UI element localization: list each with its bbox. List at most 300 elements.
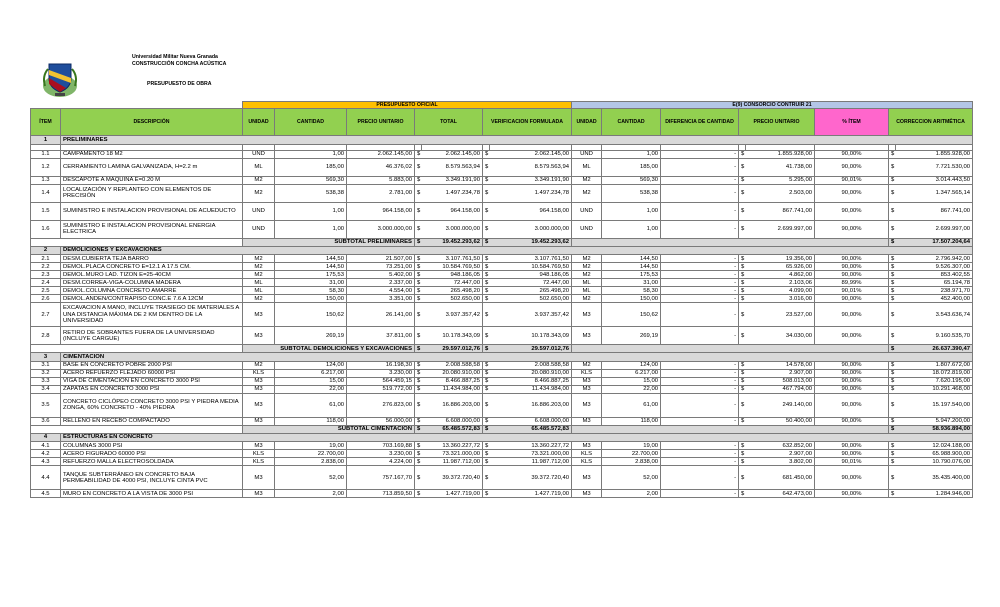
item-unit-price-2: 1.855.928,00	[746, 150, 815, 158]
item-total: 16.886.203,00	[422, 393, 483, 417]
item-percentage: 90,00%	[815, 393, 889, 417]
item-total: 10.178.343,09	[422, 327, 483, 345]
item-correction: 1.807.672,00	[896, 361, 973, 369]
item-unit-price-2: 19.356,00	[746, 255, 815, 263]
item-unit-2: ML	[572, 279, 602, 287]
item-correction: 452.400,00	[896, 295, 973, 303]
currency-symbol: $	[483, 279, 490, 287]
item-description: BASE EN CONCRETO POBRE 2000 PSI	[61, 361, 243, 369]
subtotal-label: SUBTOTAL DEMOLICIONES Y EXCAVACIONES	[243, 345, 415, 353]
currency-symbol: $	[889, 158, 896, 176]
item-description: DEMOL.MURO LAD. TIZON E=25-40CM	[61, 271, 243, 279]
currency-symbol: $	[889, 279, 896, 287]
item-quantity: 52,00	[275, 466, 347, 490]
item-unit-price: 4.554,00	[347, 287, 415, 295]
item-unit-2: M3	[572, 385, 602, 393]
table-row	[31, 361, 973, 369]
subtotal-label: SUBTOTAL CIMENTACION	[243, 425, 415, 433]
currency-symbol: $	[415, 327, 422, 345]
currency-symbol: $	[415, 220, 422, 238]
currency-symbol: $	[415, 158, 422, 176]
item-description: COLUMNAS 3000 PSI	[61, 442, 243, 450]
currency-symbol: $	[415, 490, 422, 498]
table-row	[31, 377, 973, 385]
empty-cell	[31, 345, 243, 353]
item-unit-price: 2.781,00	[347, 184, 415, 202]
item-unit-price-2: 681.450,00	[746, 466, 815, 490]
item-unit-2: M2	[572, 255, 602, 263]
item-quantity-2: 118,00	[602, 417, 661, 425]
item-verification: 3.937.357,42	[490, 303, 572, 327]
currency-symbol: $	[889, 369, 896, 377]
currency-symbol: $	[483, 490, 490, 498]
subtotal-total: 29.597.012,76	[422, 345, 483, 353]
item-verification: 11.434.984,00	[490, 385, 572, 393]
currency-symbol: $	[739, 150, 746, 158]
item-unit-price: 276.823,00	[347, 393, 415, 417]
currency-symbol: $	[483, 327, 490, 345]
item-verification: 13.360.227,72	[490, 442, 572, 450]
item-quantity-2: 144,50	[602, 255, 661, 263]
item-total: 11.987.712,00	[422, 458, 483, 466]
item-unit-price: 56.000,00	[347, 417, 415, 425]
item-id: 3.4	[31, 385, 61, 393]
subtotal-verification: 65.485.572,83	[490, 425, 572, 433]
currency-symbol: $	[739, 458, 746, 466]
item-quantity: 185,00	[275, 158, 347, 176]
item-unit-2: KLS	[572, 369, 602, 377]
item-unit-2: M2	[572, 176, 602, 184]
item-verification: 3.000.000,00	[490, 220, 572, 238]
item-unit-2: M3	[572, 303, 602, 327]
item-description: SUMINISTRO E INSTALACION PROVISIONAL ENERGIA ELECTRICA	[61, 220, 243, 238]
col-header-item: ÍTEM	[31, 109, 61, 136]
item-unit-price: 46.376,02	[347, 158, 415, 176]
item-unit-2: ML	[572, 158, 602, 176]
chapter-number: 2	[31, 246, 61, 255]
item-correction: 3.014.443,50	[896, 176, 973, 184]
currency-symbol: $	[889, 238, 896, 246]
item-verification: 1.427.719,00	[490, 490, 572, 498]
chapter-name: DEMOLICIONES Y EXCAVACIONES	[61, 246, 973, 255]
subtotal-correction: 17.507.204,64	[896, 238, 973, 246]
item-percentage: 90,00%	[815, 369, 889, 377]
item-quantity-2: 52,00	[602, 466, 661, 490]
item-correction: 2.699.997,00	[896, 220, 973, 238]
item-quantity: 31,00	[275, 279, 347, 287]
col-header-pct-item: % ÍTEM	[815, 109, 889, 136]
item-quantity: 150,00	[275, 295, 347, 303]
currency-symbol: $	[739, 184, 746, 202]
item-id: 4.3	[31, 458, 61, 466]
item-unit-2: KLS	[572, 450, 602, 458]
item-unit-2: M3	[572, 327, 602, 345]
item-quantity-difference: -	[661, 287, 739, 295]
currency-symbol: $	[739, 287, 746, 295]
university-crest-icon	[38, 56, 82, 100]
item-unit-price-2: 4.862,00	[746, 271, 815, 279]
item-unit: KLS	[243, 458, 275, 466]
item-quantity-2: 175,53	[602, 271, 661, 279]
subtotal-row	[31, 345, 973, 353]
currency-symbol: $	[483, 385, 490, 393]
item-unit: KLS	[243, 369, 275, 377]
item-unit-price-2: 2.503,00	[746, 184, 815, 202]
item-id: 4.2	[31, 450, 61, 458]
table-row	[31, 369, 973, 377]
item-unit-2: M2	[572, 263, 602, 271]
item-quantity: 6.217,00	[275, 369, 347, 377]
item-total: 8.579.563,94	[422, 158, 483, 176]
item-percentage: 90,00%	[815, 263, 889, 271]
item-description: ACERO FIGURADO 60000 PSI	[61, 450, 243, 458]
item-unit: UND	[243, 220, 275, 238]
item-percentage: 90,00%	[815, 385, 889, 393]
item-total: 3.349.191,90	[422, 176, 483, 184]
item-quantity-2: 569,30	[602, 176, 661, 184]
item-verification: 2.008.588,58	[490, 361, 572, 369]
chapter-number: 3	[31, 353, 61, 362]
project-name: CONSTRUCCIÓN CONCHA ACÚSTICA	[132, 61, 227, 68]
chapter-name: PRELIMINARES	[61, 136, 973, 145]
currency-symbol: $	[415, 202, 422, 220]
item-total: 1.427.719,00	[422, 490, 483, 498]
banner-row	[31, 102, 973, 109]
currency-symbol: $	[889, 393, 896, 417]
table-row	[31, 490, 973, 498]
item-total: 3.000.000,00	[422, 220, 483, 238]
subtotal-total: 65.485.572,83	[422, 425, 483, 433]
item-description: CERRAMIENTO LAMINA GALVANIZADA, H=2.2 m	[61, 158, 243, 176]
currency-symbol: $	[739, 327, 746, 345]
item-quantity: 569,30	[275, 176, 347, 184]
item-id: 2.7	[31, 303, 61, 327]
item-unit-price-2: 34.030,00	[746, 327, 815, 345]
item-percentage: 90,01%	[815, 176, 889, 184]
subtotal-row	[31, 238, 973, 246]
item-unit-price-2: 14.578,00	[746, 361, 815, 369]
currency-symbol: $	[483, 361, 490, 369]
item-description: LOCALIZACIÓN Y REPLANTEO CON ELEMENTOS DE PRECISIÓN	[61, 184, 243, 202]
item-correction: 7.721.530,00	[896, 158, 973, 176]
item-percentage: 90,01%	[815, 287, 889, 295]
item-id: 2.6	[31, 295, 61, 303]
currency-symbol: $	[415, 458, 422, 466]
item-unit: UND	[243, 202, 275, 220]
subtotal-total: 19.452.293,62	[422, 238, 483, 246]
item-unit-2: M3	[572, 466, 602, 490]
item-quantity-2: 22,00	[602, 385, 661, 393]
item-total: 948.186,05	[422, 271, 483, 279]
item-quantity: 2,00	[275, 490, 347, 498]
table-row	[31, 466, 973, 490]
item-quantity-2: 31,00	[602, 279, 661, 287]
item-total: 964.158,00	[422, 202, 483, 220]
table-row	[31, 303, 973, 327]
item-quantity-2: 1,00	[602, 202, 661, 220]
currency-symbol: $	[739, 295, 746, 303]
empty-cell	[31, 425, 243, 433]
item-description: DESM.CORREA-VIGA-COLUMNA MADERA	[61, 279, 243, 287]
currency-symbol: $	[483, 238, 490, 246]
item-unit-price: 26.141,00	[347, 303, 415, 327]
item-quantity-difference: -	[661, 202, 739, 220]
currency-symbol: $	[483, 158, 490, 176]
currency-symbol: $	[483, 377, 490, 385]
currency-symbol: $	[889, 377, 896, 385]
item-unit-2: M3	[572, 393, 602, 417]
item-correction: 10.291.468,00	[896, 385, 973, 393]
currency-symbol: $	[415, 150, 422, 158]
col-header-verificacion: VERIFICACION FORMULADA	[483, 109, 572, 136]
item-correction: 3.543.636,74	[896, 303, 973, 327]
currency-symbol: $	[889, 327, 896, 345]
currency-symbol: $	[483, 150, 490, 158]
item-percentage: 90,00%	[815, 271, 889, 279]
currency-symbol: $	[415, 176, 422, 184]
col-header-cantidad-2: CANTIDAD	[602, 109, 661, 136]
currency-symbol: $	[889, 202, 896, 220]
item-id: 2.5	[31, 287, 61, 295]
currency-symbol: $	[739, 158, 746, 176]
currency-symbol: $	[483, 287, 490, 295]
item-unit: M3	[243, 377, 275, 385]
item-quantity: 22,00	[275, 385, 347, 393]
currency-symbol: $	[739, 202, 746, 220]
item-percentage: 90,00%	[815, 466, 889, 490]
col-header-unidad: UNIDAD	[243, 109, 275, 136]
item-unit-2: M3	[572, 490, 602, 498]
currency-symbol: $	[483, 184, 490, 202]
table-row	[31, 287, 973, 295]
currency-symbol: $	[739, 490, 746, 498]
item-quantity-2: 22.700,00	[602, 450, 661, 458]
item-id: 2.3	[31, 271, 61, 279]
item-unit-price-2: 4.099,00	[746, 287, 815, 295]
item-unit: M3	[243, 417, 275, 425]
currency-symbol: $	[889, 442, 896, 450]
item-total: 3.937.357,42	[422, 303, 483, 327]
item-unit-price-2: 3.802,00	[746, 458, 815, 466]
item-unit-price-2: 65.926,00	[746, 263, 815, 271]
item-quantity-2: 2,00	[602, 490, 661, 498]
item-quantity-2: 61,00	[602, 393, 661, 417]
item-quantity-difference: -	[661, 303, 739, 327]
item-percentage: 90,00%	[815, 377, 889, 385]
item-percentage: 90,00%	[815, 417, 889, 425]
column-header-row	[31, 109, 973, 136]
institution-name: Universidad Militar Nueva Granada	[132, 54, 218, 60]
item-quantity-difference: -	[661, 442, 739, 450]
item-quantity-2: 185,00	[602, 158, 661, 176]
currency-symbol: $	[739, 303, 746, 327]
item-quantity: 58,30	[275, 287, 347, 295]
table-row	[31, 158, 973, 176]
currency-symbol: $	[739, 377, 746, 385]
item-id: 3.6	[31, 417, 61, 425]
item-percentage: 90,00%	[815, 327, 889, 345]
item-verification: 6.608.000,00	[490, 417, 572, 425]
item-unit-price: 3.230,00	[347, 369, 415, 377]
item-quantity-difference: -	[661, 295, 739, 303]
item-percentage: 90,00%	[815, 184, 889, 202]
item-quantity-2: 2.838,00	[602, 458, 661, 466]
item-id: 2.2	[31, 263, 61, 271]
item-quantity-2: 269,19	[602, 327, 661, 345]
item-unit: ML	[243, 158, 275, 176]
currency-symbol: $	[483, 393, 490, 417]
item-total: 502.650,00	[422, 295, 483, 303]
item-quantity-difference: -	[661, 361, 739, 369]
item-id: 1.5	[31, 202, 61, 220]
item-percentage: 90,00%	[815, 450, 889, 458]
item-unit: UND	[243, 150, 275, 158]
item-unit-price: 519.772,00	[347, 385, 415, 393]
item-description: EXCAVACION A MANO, INCLUYE TRASIEGO DE MATERIALES A UNA DISTANCIA MÁXIMA DE 2 KM DENTRO DE LA UNIVERSIDAD	[61, 303, 243, 327]
item-verification: 8.579.563,94	[490, 158, 572, 176]
item-quantity-2: 538,38	[602, 184, 661, 202]
item-correction: 15.197.540,00	[896, 393, 973, 417]
item-total: 11.434.984,00	[422, 385, 483, 393]
currency-symbol: $	[889, 295, 896, 303]
table-row	[31, 417, 973, 425]
item-description: DEMOL.COLUMNA CONCRETO AMARRE	[61, 287, 243, 295]
table-row	[31, 263, 973, 271]
item-quantity: 2.838,00	[275, 458, 347, 466]
item-quantity: 538,38	[275, 184, 347, 202]
item-total: 1.497.234,78	[422, 184, 483, 202]
subtotal-verification: 29.597.012,76	[490, 345, 572, 353]
item-percentage: 90,00%	[815, 295, 889, 303]
item-quantity-difference: -	[661, 466, 739, 490]
item-correction: 5.947.200,00	[896, 417, 973, 425]
item-unit: M2	[243, 263, 275, 271]
item-quantity: 22.700,00	[275, 450, 347, 458]
item-unit: M3	[243, 385, 275, 393]
currency-symbol: $	[415, 184, 422, 202]
item-verification: 948.186,05	[490, 271, 572, 279]
table-row	[31, 450, 973, 458]
item-unit-2: M2	[572, 271, 602, 279]
item-unit: M3	[243, 490, 275, 498]
item-unit-2: KLS	[572, 458, 602, 466]
item-id: 2.1	[31, 255, 61, 263]
item-description: ACERO REFUERZO FLEJADO 60000 PSI	[61, 369, 243, 377]
item-id: 1.1	[31, 150, 61, 158]
empty-cell	[572, 425, 889, 433]
item-unit: M3	[243, 393, 275, 417]
item-unit-price: 713.859,50	[347, 490, 415, 498]
item-verification: 2.062.145,00	[490, 150, 572, 158]
item-unit-price: 2.062.145,00	[347, 150, 415, 158]
document-header	[0, 0, 1000, 100]
currency-symbol: $	[739, 417, 746, 425]
currency-symbol: $	[889, 287, 896, 295]
table-row	[31, 442, 973, 450]
currency-symbol: $	[739, 271, 746, 279]
item-verification: 1.497.234,78	[490, 184, 572, 202]
item-correction: 12.024.188,00	[896, 442, 973, 450]
item-description: DESCAPOTE A MAQUINA E=0.20 M	[61, 176, 243, 184]
item-unit-price-2: 867.741,00	[746, 202, 815, 220]
item-verification: 3.107.761,50	[490, 255, 572, 263]
item-id: 2.8	[31, 327, 61, 345]
currency-symbol: $	[483, 271, 490, 279]
table-row	[31, 184, 973, 202]
item-unit: M3	[243, 466, 275, 490]
item-quantity-2: 144,50	[602, 263, 661, 271]
currency-symbol: $	[415, 345, 422, 353]
item-unit-price-2: 2.907,00	[746, 450, 815, 458]
table-row	[31, 255, 973, 263]
item-unit-2: UND	[572, 150, 602, 158]
table-row	[31, 327, 973, 345]
institution-block	[132, 54, 226, 68]
banner-consorcio: E(9) CONSORCIO CONTRUIR 21	[572, 102, 973, 109]
currency-symbol: $	[889, 425, 896, 433]
empty-cell	[572, 238, 889, 246]
item-percentage: 90,00%	[815, 202, 889, 220]
currency-symbol: $	[483, 442, 490, 450]
currency-symbol: $	[415, 417, 422, 425]
item-quantity-difference: -	[661, 271, 739, 279]
item-unit-price: 5.883,00	[347, 176, 415, 184]
item-total: 3.107.761,50	[422, 255, 483, 263]
currency-symbol: $	[415, 442, 422, 450]
item-percentage: 90,00%	[815, 150, 889, 158]
item-quantity-difference: -	[661, 458, 739, 466]
item-id: 1.6	[31, 220, 61, 238]
item-unit-price: 73.251,00	[347, 263, 415, 271]
item-unit: M2	[243, 255, 275, 263]
chapter-name: ESTRUCTURAS EN CONCRETO	[61, 433, 973, 442]
item-quantity-2: 15,00	[602, 377, 661, 385]
currency-symbol: $	[415, 393, 422, 417]
currency-symbol: $	[415, 263, 422, 271]
item-correction: 1.855.928,00	[896, 150, 973, 158]
item-quantity: 15,00	[275, 377, 347, 385]
currency-symbol: $	[483, 303, 490, 327]
item-verification: 39.372.720,40	[490, 466, 572, 490]
item-description: RELLENO EN RECEBO COMPACTADO	[61, 417, 243, 425]
item-description: CAMPAMENTO 18 M2	[61, 150, 243, 158]
item-unit: M3	[243, 303, 275, 327]
item-unit-price: 3.351,00	[347, 295, 415, 303]
item-percentage: 90,00%	[815, 490, 889, 498]
col-header-unidad-2: UNIDAD	[572, 109, 602, 136]
currency-symbol: $	[483, 466, 490, 490]
empty-cell	[31, 238, 243, 246]
currency-symbol: $	[739, 263, 746, 271]
item-quantity-difference: -	[661, 150, 739, 158]
item-id: 3.2	[31, 369, 61, 377]
col-header-precio-unitario-2: PRECIO UNITARIO	[739, 109, 815, 136]
item-verification: 11.987.712,00	[490, 458, 572, 466]
item-unit-price: 757.167,70	[347, 466, 415, 490]
item-correction: 2.796.942,00	[896, 255, 973, 263]
subtotal-label: SUBTOTAL PRELIMINARES	[243, 238, 415, 246]
item-quantity-difference: -	[661, 263, 739, 271]
item-correction: 65.988.900,00	[896, 450, 973, 458]
currency-symbol: $	[889, 271, 896, 279]
item-unit: M3	[243, 327, 275, 345]
item-quantity: 144,50	[275, 263, 347, 271]
budget-table	[30, 101, 973, 498]
item-id: 2.4	[31, 279, 61, 287]
item-quantity-difference: -	[661, 490, 739, 498]
currency-symbol: $	[483, 450, 490, 458]
item-percentage: 90,00%	[815, 220, 889, 238]
